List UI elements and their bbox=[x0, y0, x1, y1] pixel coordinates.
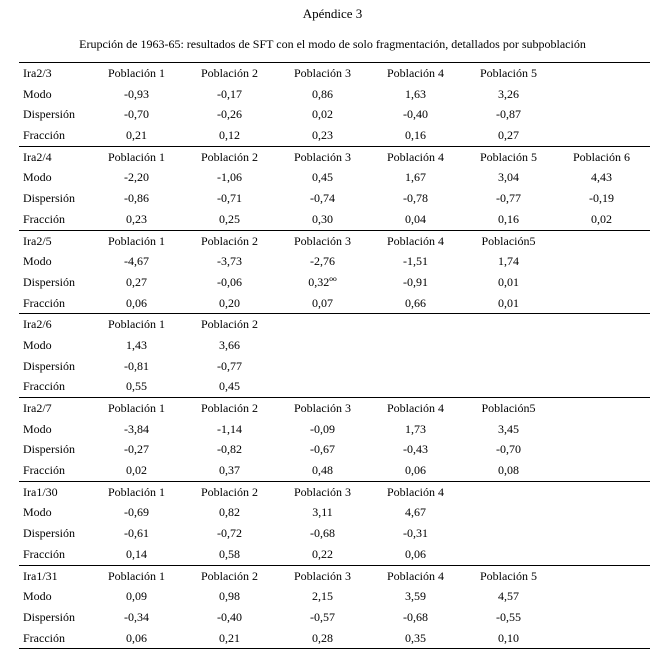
column-header: Población 2 bbox=[201, 484, 258, 499]
table-cell: 0,48 bbox=[312, 463, 333, 478]
table-cell: -0,19 bbox=[589, 191, 614, 206]
table-row bbox=[19, 272, 650, 293]
table-row bbox=[19, 419, 650, 440]
table-cell: -0,81 bbox=[124, 358, 149, 373]
table-cell: 0,58 bbox=[219, 546, 240, 561]
table-cell: 4,67 bbox=[405, 505, 426, 520]
table-cell: 0,28 bbox=[312, 630, 333, 645]
table-cell: 0,21 bbox=[219, 630, 240, 645]
table-cell: 0,32ºº bbox=[308, 274, 337, 289]
column-header: Población 3 bbox=[294, 568, 351, 583]
table-cell: -0,74 bbox=[310, 191, 335, 206]
table-row bbox=[19, 628, 650, 649]
table-cell: -0,57 bbox=[310, 609, 335, 624]
table-cell: -0,86 bbox=[124, 191, 149, 206]
table-cell: 0,06 bbox=[405, 546, 426, 561]
table-cell: 3,04 bbox=[498, 170, 519, 185]
table-cell: 0,06 bbox=[405, 463, 426, 478]
column-header: Población 1 bbox=[108, 401, 165, 415]
table-cell: -0,55 bbox=[496, 609, 521, 624]
column-header: Población 3 bbox=[294, 484, 351, 499]
table-cell: -1,14 bbox=[217, 421, 242, 436]
sample-block bbox=[19, 313, 650, 397]
table-cell: -0,70 bbox=[124, 107, 149, 122]
table-cell: 1,73 bbox=[405, 421, 426, 436]
column-header: Población 2 bbox=[201, 233, 258, 248]
column-header: Población 2 bbox=[201, 401, 258, 415]
column-header: Población 4 bbox=[387, 149, 444, 164]
table-cell: 0,98 bbox=[219, 589, 240, 604]
row-label: Fracción bbox=[23, 295, 65, 310]
table-cell: 0,06 bbox=[126, 630, 147, 645]
row-label: Fracción bbox=[23, 546, 65, 561]
table-cell: 0,09 bbox=[126, 589, 147, 604]
sample-name: Ira1/31 bbox=[23, 568, 58, 583]
table-row bbox=[19, 209, 650, 230]
table-cell: 0,07 bbox=[312, 295, 333, 310]
header-row bbox=[19, 147, 650, 168]
table-cell: 3,11 bbox=[312, 505, 333, 520]
table-cell: -0,67 bbox=[310, 442, 335, 457]
row-label: Modo bbox=[23, 505, 52, 520]
row-label: Modo bbox=[23, 589, 52, 604]
table-row bbox=[19, 586, 650, 607]
table-row bbox=[19, 544, 650, 565]
column-header: Población 1 bbox=[108, 66, 165, 80]
sample-name: Ira2/4 bbox=[23, 149, 52, 164]
column-header: Población5 bbox=[481, 233, 536, 248]
column-header: Población 2 bbox=[201, 66, 258, 80]
table-caption: Erupción de 1963-65: resultados de SFT con el modo de solo fragmentación, detallados por subpoblación bbox=[79, 37, 586, 51]
sample-block bbox=[19, 565, 650, 650]
table-cell: 2,15 bbox=[312, 589, 333, 604]
table-cell: 0,21 bbox=[126, 128, 147, 143]
table-row bbox=[19, 251, 650, 272]
table-cell: -0,27 bbox=[124, 442, 149, 457]
table-cell: 0,12 bbox=[219, 128, 240, 143]
table-cell: 3,59 bbox=[405, 589, 426, 604]
column-header: Población 5 bbox=[480, 149, 537, 164]
column-header: Población 4 bbox=[387, 233, 444, 248]
table-cell: -0,31 bbox=[403, 526, 428, 541]
column-header: Población 4 bbox=[387, 568, 444, 583]
table-cell: -1,51 bbox=[403, 254, 428, 269]
table-cell: 0,86 bbox=[312, 86, 333, 101]
table-cell: 1,43 bbox=[126, 337, 147, 352]
row-label: Dispersión bbox=[23, 191, 75, 206]
column-header: Población 2 bbox=[201, 317, 258, 332]
table-cell: -0,93 bbox=[124, 86, 149, 101]
sample-name: Ira2/6 bbox=[23, 317, 52, 332]
table-cell: -0,40 bbox=[403, 107, 428, 122]
table-cell: 0,02 bbox=[591, 211, 612, 226]
sample-block bbox=[19, 62, 650, 146]
table-cell: 0,04 bbox=[405, 211, 426, 226]
table-cell: 0,02 bbox=[312, 107, 333, 122]
table-cell: -0,70 bbox=[496, 442, 521, 457]
row-label: Dispersión bbox=[23, 442, 75, 457]
table-cell: 0,23 bbox=[126, 211, 147, 226]
row-label: Dispersión bbox=[23, 358, 75, 373]
table-cell: -0,71 bbox=[217, 191, 242, 206]
table-cell: 0,30 bbox=[312, 211, 333, 226]
row-label: Dispersión bbox=[23, 107, 75, 122]
table-cell: -0,40 bbox=[217, 609, 242, 624]
table-cell: -0,72 bbox=[217, 526, 242, 541]
row-label: Fracción bbox=[23, 128, 65, 143]
header-row bbox=[19, 314, 650, 335]
table-cell: -0,69 bbox=[124, 505, 149, 520]
table-cell: 0,23 bbox=[312, 128, 333, 143]
table-cell: -0,17 bbox=[217, 86, 242, 101]
table-cell: -0,82 bbox=[217, 442, 242, 457]
table-cell: 4,43 bbox=[591, 170, 612, 185]
column-header: Población 3 bbox=[294, 66, 351, 80]
sample-name: Ira1/30 bbox=[23, 484, 58, 499]
row-label: Fracción bbox=[23, 211, 65, 226]
table-row bbox=[19, 460, 650, 481]
column-header: Población5 bbox=[481, 401, 536, 415]
table-cell: 0,01 bbox=[498, 295, 519, 310]
sample-block bbox=[19, 397, 650, 481]
row-label: Modo bbox=[23, 421, 52, 436]
table-row bbox=[19, 167, 650, 188]
row-label: Dispersión bbox=[23, 274, 75, 289]
table-row bbox=[19, 293, 650, 314]
table-cell: -0,06 bbox=[217, 274, 242, 289]
column-header: Población 1 bbox=[108, 484, 165, 499]
table-cell: -4,67 bbox=[124, 254, 149, 269]
column-header: Población 5 bbox=[480, 66, 537, 80]
table-cell: 0,66 bbox=[405, 295, 426, 310]
table-cell: -0,34 bbox=[124, 609, 149, 624]
column-header: Población 1 bbox=[108, 568, 165, 583]
table-cell: 3,66 bbox=[219, 337, 240, 352]
header-row bbox=[19, 566, 650, 587]
table-row bbox=[19, 188, 650, 209]
table-row bbox=[19, 523, 650, 544]
table-cell: -1,06 bbox=[217, 170, 242, 185]
table-cell: 0,06 bbox=[126, 295, 147, 310]
column-header: Población 6 bbox=[573, 149, 630, 164]
column-header: Población 1 bbox=[108, 317, 165, 332]
table-row bbox=[19, 439, 650, 460]
row-label: Dispersión bbox=[23, 609, 75, 624]
table-row bbox=[19, 356, 650, 377]
table-row bbox=[19, 376, 650, 397]
table-cell: 0,02 bbox=[126, 463, 147, 478]
column-header: Población 4 bbox=[387, 66, 444, 80]
table-cell: -0,68 bbox=[403, 609, 428, 624]
table-cell: 3,26 bbox=[498, 86, 519, 101]
row-label: Modo bbox=[23, 337, 52, 352]
sample-block bbox=[19, 230, 650, 314]
sample-name: Ira2/7 bbox=[23, 401, 52, 415]
column-header: Población 3 bbox=[294, 233, 351, 248]
table-cell: 1,63 bbox=[405, 86, 426, 101]
table-cell: 0,20 bbox=[219, 295, 240, 310]
table-cell: 1,67 bbox=[405, 170, 426, 185]
row-label: Modo bbox=[23, 86, 52, 101]
column-header: Población 1 bbox=[108, 233, 165, 248]
header-row bbox=[19, 63, 650, 84]
row-label: Modo bbox=[23, 170, 52, 185]
table-cell: 0,27 bbox=[126, 274, 147, 289]
table-row bbox=[19, 104, 650, 125]
table-row bbox=[19, 84, 650, 105]
header-row bbox=[19, 482, 650, 503]
table-row bbox=[19, 502, 650, 523]
row-label: Fracción bbox=[23, 630, 65, 645]
table-cell: 0,45 bbox=[312, 170, 333, 185]
table-cell: 0,37 bbox=[219, 463, 240, 478]
table-cell: 0,27 bbox=[498, 128, 519, 143]
table-cell: -2,76 bbox=[310, 254, 335, 269]
table-cell: -0,78 bbox=[403, 191, 428, 206]
column-header: Población 3 bbox=[294, 149, 351, 164]
appendix-title: Apéndice 3 bbox=[302, 6, 363, 21]
table-cell: 0,14 bbox=[126, 546, 147, 561]
column-header: Población 4 bbox=[387, 484, 444, 499]
table-cell: 0,55 bbox=[126, 379, 147, 394]
table-cell: -0,91 bbox=[403, 274, 428, 289]
row-label: Fracción bbox=[23, 463, 65, 478]
column-header: Población 1 bbox=[108, 149, 165, 164]
column-header: Población 4 bbox=[387, 401, 444, 415]
table-cell: -2,20 bbox=[124, 170, 149, 185]
sample-name: Ira2/3 bbox=[23, 66, 52, 80]
table-cell: -0,26 bbox=[217, 107, 242, 122]
header-row bbox=[19, 398, 650, 419]
table-cell: 4,57 bbox=[498, 589, 519, 604]
header-row bbox=[19, 231, 650, 252]
table-cell: 0,35 bbox=[405, 630, 426, 645]
table-cell: 0,10 bbox=[498, 630, 519, 645]
table-cell: 0,16 bbox=[498, 211, 519, 226]
table-cell: 3,45 bbox=[498, 421, 519, 436]
table-row bbox=[19, 607, 650, 628]
table-cell: -3,73 bbox=[217, 254, 242, 269]
table-cell: 1,74 bbox=[498, 254, 519, 269]
table-cell: -0,68 bbox=[310, 526, 335, 541]
results-table bbox=[19, 62, 650, 649]
table-cell: -0,43 bbox=[403, 442, 428, 457]
table-cell: 0,08 bbox=[498, 463, 519, 478]
row-label: Dispersión bbox=[23, 526, 75, 541]
table-row bbox=[19, 335, 650, 356]
sample-block bbox=[19, 146, 650, 230]
table-cell: 0,82 bbox=[219, 505, 240, 520]
table-row bbox=[19, 125, 650, 146]
row-label: Modo bbox=[23, 254, 52, 269]
table-cell: 0,45 bbox=[219, 379, 240, 394]
column-header: Población 3 bbox=[294, 401, 351, 415]
table-cell: 0,16 bbox=[405, 128, 426, 143]
column-header: Población 2 bbox=[201, 568, 258, 583]
table-cell: -0,61 bbox=[124, 526, 149, 541]
table-cell: -0,77 bbox=[217, 358, 242, 373]
table-cell: -0,87 bbox=[496, 107, 521, 122]
column-header: Población 2 bbox=[201, 149, 258, 164]
table-cell: 0,01 bbox=[498, 274, 519, 289]
table-cell: -0,77 bbox=[496, 191, 521, 206]
table-cell: -0,09 bbox=[310, 421, 335, 436]
row-label: Fracción bbox=[23, 379, 65, 394]
table-cell: 0,25 bbox=[219, 211, 240, 226]
sample-block bbox=[19, 481, 650, 565]
sample-name: Ira2/5 bbox=[23, 233, 52, 248]
column-header: Población 5 bbox=[480, 568, 537, 583]
table-cell: -3,84 bbox=[124, 421, 149, 436]
table-cell: 0,22 bbox=[312, 546, 333, 561]
